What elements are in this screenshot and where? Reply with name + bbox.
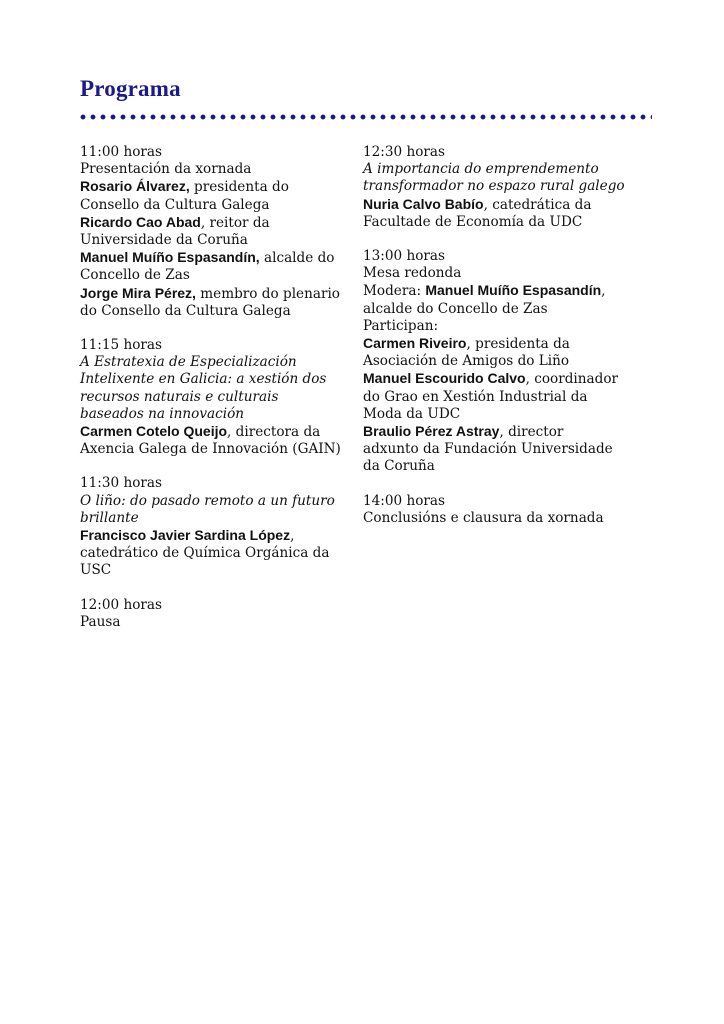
moderator-prefix: Modera:: [363, 283, 426, 300]
talk-title: A Estratexia de Especialización: [80, 354, 297, 371]
speaker-name: Francisco Javier Sardina López: [80, 527, 291, 544]
speaker-role-cont: Facultade de Economía da UDC: [363, 213, 583, 230]
time-label: 13:00 horas: [363, 248, 446, 265]
talk-title: baseados na innovación: [80, 405, 245, 422]
program-item-1130: [80, 475, 360, 579]
speaker-role-cont: Moda da UDC: [363, 405, 461, 422]
dotted-divider: [78, 113, 652, 121]
program-item-1100: [80, 144, 360, 320]
speaker-name: Jorge Mira Pérez,: [80, 284, 196, 301]
speaker-name: Braulio Pérez Astray: [363, 423, 500, 440]
page-title: Programa: [80, 76, 181, 101]
speaker-line: [80, 423, 360, 441]
program-item-1300: [363, 248, 653, 476]
item-text: Conclusións e clausura da xornada: [363, 509, 604, 526]
speaker-role-cont: Consello da Cultura Galega: [80, 196, 270, 213]
speaker-role: , reitor da: [200, 214, 270, 231]
speaker-name: Ricardo Cao Abad: [80, 213, 201, 230]
speaker-name: Manuel Muíño Espasandín: [425, 282, 602, 299]
speaker-role: , director: [499, 424, 564, 441]
item-text: Mesa redonda: [363, 265, 462, 282]
speaker-line: [80, 527, 360, 545]
speaker-name: Nuria Calvo Babío: [363, 195, 484, 212]
speaker-line: [363, 196, 653, 214]
program-item-1400: [363, 493, 653, 527]
speaker-role-cont: Concello de Zas: [80, 267, 190, 284]
speaker-role: , directora da: [227, 424, 321, 441]
speaker-role-cont: Asociación de Amigos do Liño: [363, 353, 570, 370]
speaker-name: Rosario Álvarez,: [80, 178, 190, 195]
time-label: 11:30 horas: [80, 475, 163, 492]
participants-label: Participan:: [363, 317, 439, 334]
speaker-role-cont: adxunto da Fundación Universidade: [363, 441, 613, 458]
speaker-line: [80, 178, 360, 196]
speaker-name: Carmen Cotelo Queijo: [80, 423, 228, 440]
speaker-role: alcalde do: [259, 250, 335, 267]
program-left-column: [80, 144, 360, 648]
item-text: Presentación da xornada: [80, 161, 252, 178]
program-item-1230: [363, 144, 653, 231]
item-text: Pausa: [80, 613, 121, 630]
speaker-role-cont: do Consello da Cultura Galega: [80, 302, 291, 319]
program-item-1115: [80, 337, 360, 458]
speaker-line: [80, 285, 360, 303]
speaker-role: membro do plenario: [195, 285, 340, 302]
talk-title: brillante: [80, 509, 139, 526]
program-right-column: [363, 144, 653, 544]
speaker-line: [80, 249, 360, 267]
speaker-role-cont: Axencia Galega de Innovación (GAIN): [80, 441, 341, 458]
talk-title: Intelixente en Galicia: a xestión dos: [80, 371, 327, 388]
speaker-role: , coordinador: [525, 371, 619, 388]
speaker-role-cont: alcalde do Concello de Zas: [363, 300, 548, 317]
speaker-name: Carmen Riveiro: [363, 335, 467, 352]
time-label: 12:30 horas: [363, 144, 446, 160]
speaker-line: [363, 335, 653, 353]
program-item-1200: [80, 597, 360, 631]
speaker-line: [363, 423, 653, 441]
speaker-role: , catedrática da: [483, 196, 592, 213]
time-label: 12:00 horas: [80, 596, 163, 613]
speaker-name: Manuel Escourido Calvo: [363, 370, 526, 387]
speaker-line: [363, 370, 653, 388]
speaker-name: Manuel Muíño Espasandín,: [80, 249, 260, 266]
speaker-role-cont: da Coruña: [363, 458, 435, 475]
moderator-line: [363, 282, 653, 300]
speaker-role-cont: Universidade da Coruña: [80, 232, 248, 249]
speaker-role: ,: [290, 528, 295, 545]
speaker-role-cont: USC: [80, 562, 112, 579]
talk-title: A importancia do emprendemento: [363, 161, 599, 178]
speaker-line: [80, 214, 360, 232]
speaker-role-cont: catedrático de Química Orgánica da: [80, 545, 330, 562]
speaker-role-cont: do Grao en Xestión Industrial da: [363, 388, 588, 405]
talk-title: O liño: do pasado remoto a un futuro: [80, 492, 335, 509]
talk-title: transformador no espazo rural galego: [363, 178, 625, 195]
speaker-role: , presidenta da: [466, 336, 570, 353]
speaker-role: ,: [601, 283, 606, 300]
time-label: 14:00 horas: [363, 492, 446, 509]
talk-title: recursos naturais e culturais: [80, 388, 279, 405]
time-label: 11:00 horas: [80, 144, 163, 160]
speaker-role: presidenta do: [189, 179, 289, 196]
time-label: 11:15 horas: [80, 337, 163, 354]
